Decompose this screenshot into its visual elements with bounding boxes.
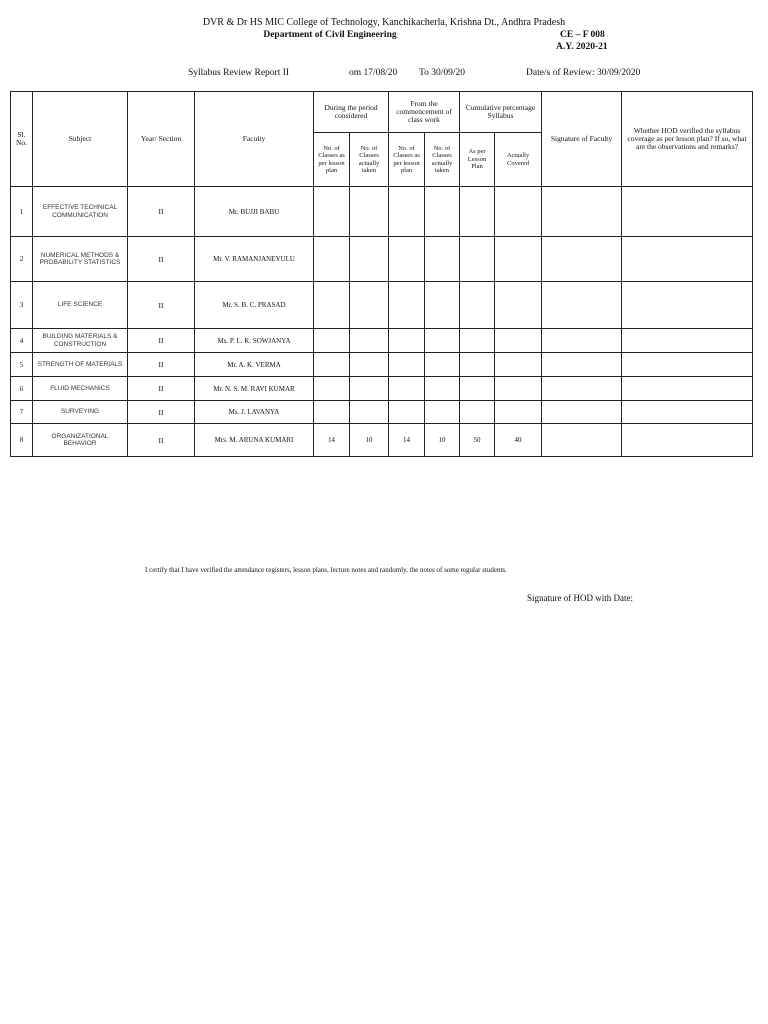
subject-cell: BUILDING MATERIALS & CONSTRUCTION xyxy=(33,329,128,353)
commencement-taken-cell xyxy=(425,401,460,424)
percent-plan-cell xyxy=(460,282,495,329)
period-from: om 17/08/20 xyxy=(349,68,398,78)
hod-remarks-cell[interactable] xyxy=(622,282,753,329)
commencement-planned-cell xyxy=(389,401,425,424)
period-planned-cell xyxy=(314,187,350,237)
faculty-cell: Ms. J. LAVANYA xyxy=(195,401,314,424)
hod-remarks-cell[interactable] xyxy=(622,377,753,401)
percent-plan-cell xyxy=(460,377,495,401)
faculty-cell: Mrs. M. ARUNA KUMARI xyxy=(195,424,314,457)
sl-no-cell: 4 xyxy=(11,329,33,353)
faculty-signature-cell[interactable] xyxy=(542,353,622,377)
percent-covered-cell xyxy=(495,237,542,282)
commencement-planned-cell: 14 xyxy=(389,424,425,457)
sl-no-cell: 1 xyxy=(11,187,33,237)
subject-cell: STRENGTH OF MATERIALS xyxy=(33,353,128,377)
period-taken-cell xyxy=(350,377,389,401)
hod-remarks-cell[interactable] xyxy=(622,353,753,377)
period-taken-cell xyxy=(350,329,389,353)
percent-plan-cell xyxy=(460,329,495,353)
year-section-cell: II xyxy=(128,237,195,282)
faculty-signature-cell[interactable] xyxy=(542,329,622,353)
hod-remarks-cell[interactable] xyxy=(622,424,753,457)
period-to: To 30/09/20 xyxy=(419,68,466,78)
commencement-taken-cell xyxy=(425,377,460,401)
year-section-cell: II xyxy=(128,401,195,424)
hod-remarks-cell[interactable] xyxy=(622,329,753,353)
faculty-cell: Mr. S. B. C. PRASAD xyxy=(195,282,314,329)
percent-plan-cell xyxy=(460,237,495,282)
syllabus-review-table xyxy=(10,91,753,457)
hod-signature-label: Signature of HOD with Date: xyxy=(527,593,633,603)
commencement-planned-cell xyxy=(389,377,425,401)
percent-covered-cell xyxy=(495,187,542,237)
subject-cell: ORGANIZATIONAL BEHAVIOR xyxy=(33,424,128,457)
subject-cell: EFFECTIVE TECHNICAL COMMUNICATION xyxy=(33,187,128,237)
percent-plan-cell: 50 xyxy=(460,424,495,457)
faculty-signature-cell[interactable] xyxy=(542,377,622,401)
academic-year: A.Y. 2020-21 xyxy=(556,42,608,52)
header-period-classes-planned: No. of Classes as per lesson plan xyxy=(314,133,350,187)
period-taken-cell xyxy=(350,187,389,237)
percent-plan-cell xyxy=(460,401,495,424)
faculty-signature-cell[interactable] xyxy=(542,282,622,329)
commencement-taken-cell: 10 xyxy=(425,424,460,457)
department-name: Department of Civil Engineering xyxy=(263,30,397,40)
hod-remarks-cell[interactable] xyxy=(622,401,753,424)
table-row xyxy=(11,377,753,401)
header-as-per-plan: As per Lesson Plan xyxy=(460,133,495,187)
period-planned-cell xyxy=(314,237,350,282)
review-date: Date/s of Review: 30/09/2020 xyxy=(526,68,641,78)
year-section-cell: II xyxy=(128,353,195,377)
sl-no-cell: 2 xyxy=(11,237,33,282)
commencement-taken-cell xyxy=(425,282,460,329)
commencement-taken-cell xyxy=(425,329,460,353)
period-planned-cell xyxy=(314,282,350,329)
percent-covered-cell xyxy=(495,329,542,353)
subject-cell: LIFE SCIENCE xyxy=(33,282,128,329)
year-section-cell: II xyxy=(128,282,195,329)
subject-cell: SURVEYING xyxy=(33,401,128,424)
table-row xyxy=(11,401,753,424)
period-planned-cell xyxy=(314,353,350,377)
hod-remarks-cell[interactable] xyxy=(622,187,753,237)
header-period-considered: During the period considered xyxy=(314,92,389,133)
period-planned-cell xyxy=(314,329,350,353)
sl-no-cell: 7 xyxy=(11,401,33,424)
percent-plan-cell xyxy=(460,353,495,377)
header-subject: Subject xyxy=(33,92,128,187)
faculty-cell: Ms. P. L. K. SOWJANYA xyxy=(195,329,314,353)
faculty-signature-cell[interactable] xyxy=(542,187,622,237)
commencement-taken-cell xyxy=(425,187,460,237)
header-cumulative: Cumulative percentage Syllabus xyxy=(460,92,542,133)
subject-cell: FLUID MECHANICS xyxy=(33,377,128,401)
table-row xyxy=(11,237,753,282)
faculty-cell: Mr. BUJJI BABU xyxy=(195,187,314,237)
header-year-section: Year/ Section xyxy=(128,92,195,187)
percent-covered-cell xyxy=(495,377,542,401)
commencement-taken-cell xyxy=(425,237,460,282)
period-taken-cell xyxy=(350,401,389,424)
sl-no-cell: 5 xyxy=(11,353,33,377)
percent-covered-cell xyxy=(495,401,542,424)
percent-covered-cell xyxy=(495,282,542,329)
form-code: CE – F 008 xyxy=(560,30,605,40)
period-planned-cell: 14 xyxy=(314,424,350,457)
faculty-signature-cell[interactable] xyxy=(542,424,622,457)
year-section-cell: II xyxy=(128,329,195,353)
faculty-cell: Mr. N. S. M. RAVI KUMAR xyxy=(195,377,314,401)
year-section-cell: II xyxy=(128,424,195,457)
header-commencement-classes-taken: No. of Classes actually taken xyxy=(425,133,460,187)
subject-cell: NUMERICAL METHODS & PROBABILITY STATISTICS xyxy=(33,237,128,282)
percent-covered-cell: 40 xyxy=(495,424,542,457)
commencement-planned-cell xyxy=(389,353,425,377)
period-planned-cell xyxy=(314,401,350,424)
faculty-signature-cell[interactable] xyxy=(542,237,622,282)
year-section-cell: II xyxy=(128,377,195,401)
commencement-taken-cell xyxy=(425,353,460,377)
college-name: DVR & Dr HS MIC College of Technology, Kanchikacherla, Krishna Dt., Andhra Pradesh xyxy=(202,17,566,28)
period-taken-cell: 10 xyxy=(350,424,389,457)
header-sl-no: Sl. No. xyxy=(11,92,33,187)
faculty-signature-cell[interactable] xyxy=(542,401,622,424)
period-taken-cell xyxy=(350,282,389,329)
certification-statement: I certify that I have verified the attendance registers, lesson plans, lecture notes and randomly, the notes of some regular students. xyxy=(145,566,507,574)
commencement-planned-cell xyxy=(389,187,425,237)
header-actually-covered: Actually Covered xyxy=(495,133,542,187)
year-section-cell: II xyxy=(128,187,195,237)
faculty-cell: Mr. V. RAMANJANEYULU xyxy=(195,237,314,282)
report-title: Syllabus Review Report II xyxy=(188,68,290,78)
table-row xyxy=(11,353,753,377)
commencement-planned-cell xyxy=(389,237,425,282)
header-faculty: Faculty xyxy=(195,92,314,187)
sl-no-cell: 3 xyxy=(11,282,33,329)
faculty-cell: Mr. A. K. VERMA xyxy=(195,353,314,377)
period-taken-cell xyxy=(350,353,389,377)
commencement-planned-cell xyxy=(389,329,425,353)
header-from-commencement: From the commencement of class work xyxy=(389,92,460,133)
table-row xyxy=(11,329,753,353)
sl-no-cell: 6 xyxy=(11,377,33,401)
header-signature: Signature of Faculty xyxy=(542,92,622,187)
hod-remarks-cell[interactable] xyxy=(622,237,753,282)
header-period-classes-taken: No. of Classes actually taken xyxy=(350,133,389,187)
table-row xyxy=(11,282,753,329)
table-row xyxy=(11,424,753,457)
commencement-planned-cell xyxy=(389,282,425,329)
header-commencement-classes-planned: No. of Classes as per lesson plan xyxy=(389,133,425,187)
percent-plan-cell xyxy=(460,187,495,237)
period-taken-cell xyxy=(350,237,389,282)
sl-no-cell: 8 xyxy=(11,424,33,457)
period-planned-cell xyxy=(314,377,350,401)
table-row xyxy=(11,187,753,237)
percent-covered-cell xyxy=(495,353,542,377)
header-hod-verified: Whether HOD verified the syllabus coverage as per lesson plan? If so, what are the observations and remarks? xyxy=(622,92,753,187)
